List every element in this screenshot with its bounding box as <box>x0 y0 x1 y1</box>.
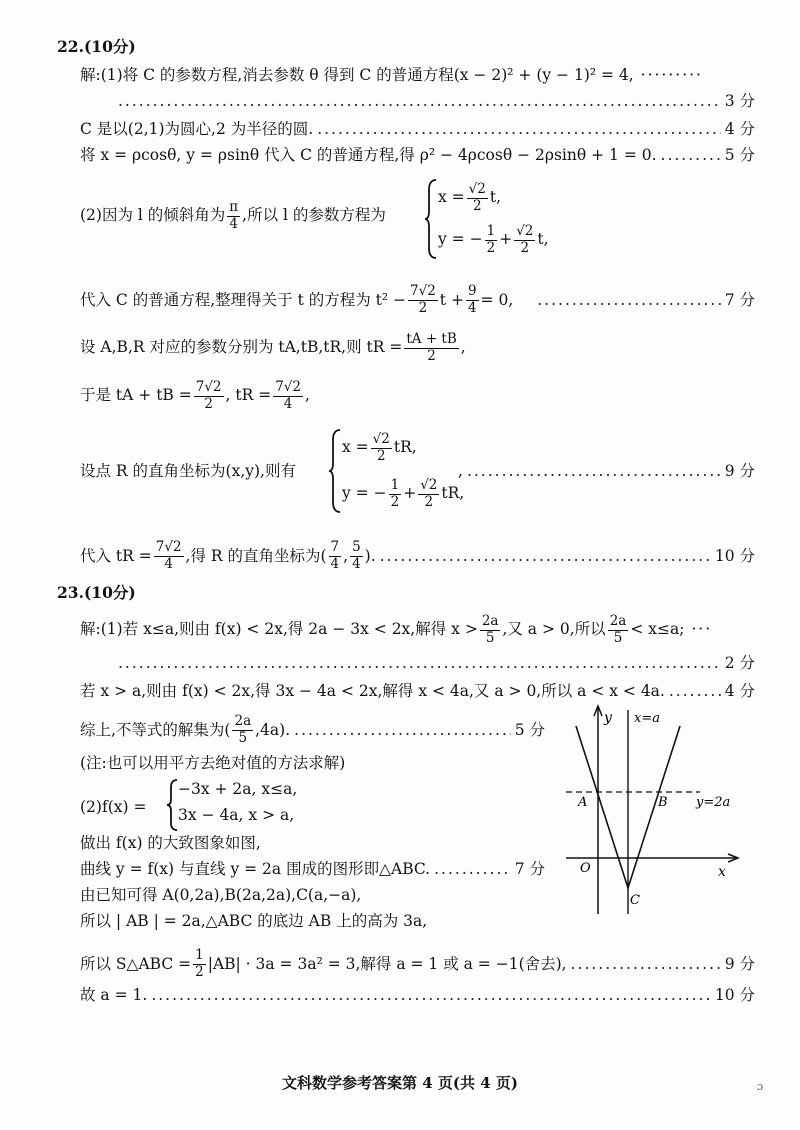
q23-line1: 解:(1)若 x≤a,则由 f(x) < 2x,得 2a − 3x < 2x,解得 x > $\frac{2a}{5}$ ,又 a > 0,所以 $\frac{2a}{5}$ < x≤a; ··· <box>80 613 713 646</box>
q22-line2: C 是以(2,1)为圆心,2 为半径的圆. ..... 4 分 <box>80 120 755 139</box>
q22-line3: 将 x = ρcosθ, y = ρsinθ 代入 C 的普通方程,得 ρ² − 4ρcosθ − 2ρsinθ + 1 = 0. ..... 5 分 <box>80 146 755 165</box>
q23-line6: 做出 f(x) 的大致图象如图, <box>80 834 261 852</box>
score: 10 分 <box>714 986 755 1004</box>
point-C-label: C <box>630 893 640 908</box>
q22-line5: 代入 C 的普通方程,整理得关于 t 的方程为 t² − $\frac{7√2}{2}$ t + $\frac{9}{4}$ = 0, ..... 7 分 <box>80 284 755 316</box>
y-equals-2a-label: y=2a <box>696 795 731 810</box>
score: 9 分 <box>724 462 755 480</box>
score: 4 分 <box>724 682 755 700</box>
score: 5 分 <box>514 720 545 739</box>
score: 4 分 <box>724 120 755 138</box>
q23-title: 23.(10分) <box>57 583 136 602</box>
q23-line3: 综上,不等式的解集为( $\frac{2a}{5}$ ,4a). ..... 5 分 <box>80 714 545 746</box>
q23-note: (注:也可以用平方去绝对值的方法求解) <box>80 754 346 772</box>
q22-param-system: x = $\frac{√2}{2}$ t, y = − $\frac{1}{2}$ + $\frac{√2}{2}$ t, <box>424 178 564 260</box>
point-B-label: B <box>658 795 668 810</box>
score: 2 分 <box>724 654 755 672</box>
fraction-pi-over-4: $\frac{\pi}{4}$ <box>229 199 239 232</box>
x-axis-label: x <box>718 864 726 880</box>
q22-line9: 代入 tR = $\frac{7√2}{4}$ ,得 R 的直角坐标为( $\frac{7}{4}$ , $\frac{5}{4}$ ). ..... 10 分 <box>80 540 755 572</box>
q23-line11: 故 a = 1. ..... 10 分 <box>80 986 755 1005</box>
q23-line8: 由已知可得 A(0,2a),B(2a,2a),C(a,−a), <box>80 886 362 904</box>
point-A-label: A <box>578 795 588 810</box>
x-equals-a-label: x=a <box>634 711 660 726</box>
q23-line10: 所以 S△ABC = $\frac{1}{2}$ |AB| · 3a = 3a² = 3,解得 a = 1 或 a = −1(舍去), ..... 9 分 <box>80 948 755 980</box>
origin-label: O <box>580 861 591 876</box>
q23-piecewise-label: (2)f(x) = <box>80 798 147 816</box>
q22-line8-score: , ..... 9 分 <box>458 462 755 481</box>
score: 7 分 <box>514 860 545 878</box>
q22-line4: (2)因为 l 的倾斜角为 $\frac{\pi}{4}$ ,所以 l 的参数方程为 <box>80 199 386 232</box>
q23-piecewise-system: −3x + 2a, x≤a, 3x − 4a, x > a, <box>166 778 366 832</box>
q22-line8: 设点 R 的直角坐标为(x,y),则有 <box>80 462 296 480</box>
q22-title: 22.(10分) <box>57 37 136 56</box>
q23-line9: 所以 | AB | = 2a,△ABC 的底边 AB 上的高为 3a, <box>80 912 428 930</box>
q23-line7: 曲线 y = f(x) 与直线 y = 2a 围成的图形即△ABC. ..... 7 分 <box>80 860 545 879</box>
corner-mark: ɔ <box>757 1080 764 1093</box>
page-footer: 文科数学参考答案第 4 页(共 4 页) <box>282 1074 518 1092</box>
score: 7 分 <box>724 290 755 309</box>
score: 3 分 <box>724 92 755 110</box>
q22-line1: 解:(1)将 C 的参数方程,消去参数 θ 得到 C 的普通方程(x − 2)² + (y − 1)² = 4, ········· <box>80 66 703 84</box>
score: 5 分 <box>724 146 755 164</box>
q22-line6: 设 A,B,R 对应的参数分别为 tA,tB,tR,则 tR = $\frac{tA + tB}{2}$ , <box>80 331 466 364</box>
q22-line7: 于是 tA + tB = $\frac{7√2}{2}$ , tR = $\frac{7√2}{4}$ , <box>80 379 310 412</box>
score: 10 分 <box>714 546 755 565</box>
function-graph <box>560 702 750 914</box>
score: 9 分 <box>724 954 755 973</box>
q22-line1-score-row <box>80 92 755 111</box>
q22-r-system: x = $\frac{√2}{2}$ tR, y = − $\frac{1}{2}$ + $\frac{√2}{2}$ tR, <box>328 428 478 514</box>
q23-line2: 若 x > a,则由 f(x) < 2x,得 3x − 4a < 2x,解得 x < 4a,又 a > 0,所以 a < x < 4a. ..... 4 分 <box>80 682 755 701</box>
q23-line1-score-row <box>80 654 755 673</box>
y-axis-label: y <box>604 710 612 726</box>
